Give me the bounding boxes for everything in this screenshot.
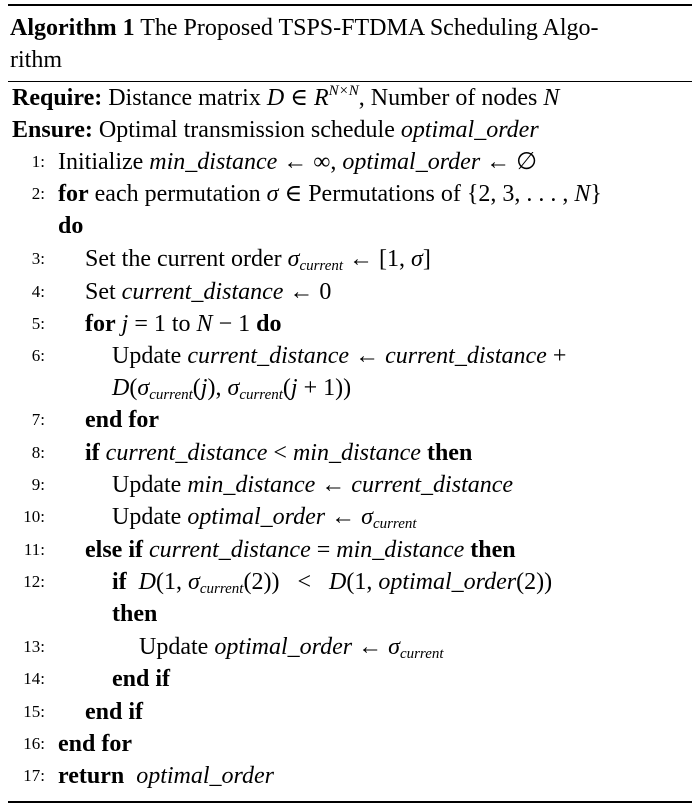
algo-line-13: 13: Update optimal_order ← $\sigma_{current}$ <box>23 634 444 662</box>
bottom-rule <box>8 801 692 803</box>
algorithm-label: Algorithm 1 <box>10 15 135 41</box>
algo-line-10: 10: Update optimal_order ← $\sigma_{current}$ <box>23 504 417 532</box>
algo-line-4: 4: Set current_distance ← 0 <box>31 279 332 305</box>
algo-line-12: 12: if D(1, $\sigma_{current}(2)) < D(1$, optimal_order(2)) <box>23 569 553 597</box>
algo-line-3: 3: Set the current order $\sigma_{current}$ ← [1, σ] <box>31 246 431 274</box>
algo-line-14: 14: end if <box>23 666 171 692</box>
require-label: Require: <box>12 85 103 111</box>
algo-line-7: 7: end for <box>31 407 159 433</box>
algo-line-2: 2: for each permutation σ ∈ Permutations of {2, 3, . . . , N} <box>31 181 602 207</box>
top-rule <box>8 4 692 6</box>
algo-line-6-cont: $D(\sigma_{current}(j)$, $\sigma_{current}(j + 1)$) <box>112 375 352 403</box>
algo-line-8: 8: if current_distance < min_distance then <box>31 440 473 466</box>
algo-line-6: 6: Update current_distance ← current_distance + <box>31 343 567 369</box>
ensure-label: Ensure: <box>12 117 93 143</box>
algo-line-9: 9: Update min_distance ← current_distance <box>31 472 514 498</box>
algo-line-1: 1: Initialize min_distance ← ∞, optimal_order ← ∅ <box>31 149 538 175</box>
require-line: Require: Distance matrix D ∈ $R^{N\times N}$, Number of nodes N <box>12 83 560 111</box>
algorithm-title-line2: rithm <box>10 47 62 73</box>
algorithm-title-line1: The Proposed TSPS-FTDMA Scheduling Algo- <box>140 15 599 41</box>
algo-line-5: 5: for j = 1 to N − 1 do <box>31 311 282 337</box>
algorithm-caption <box>10 12 690 76</box>
algo-line-11: 11: else if current_distance = min_distance then <box>23 537 516 563</box>
algo-line-2-cont: do <box>58 213 84 239</box>
algo-line-16: 16: end for <box>23 731 132 757</box>
algo-line-17: 17: return optimal_order <box>23 763 274 789</box>
ensure-line: Ensure: Optimal transmission schedule optimal_order <box>12 117 539 143</box>
algo-line-12-cont: then <box>112 601 158 627</box>
algo-line-15: 15: end if <box>23 699 144 725</box>
